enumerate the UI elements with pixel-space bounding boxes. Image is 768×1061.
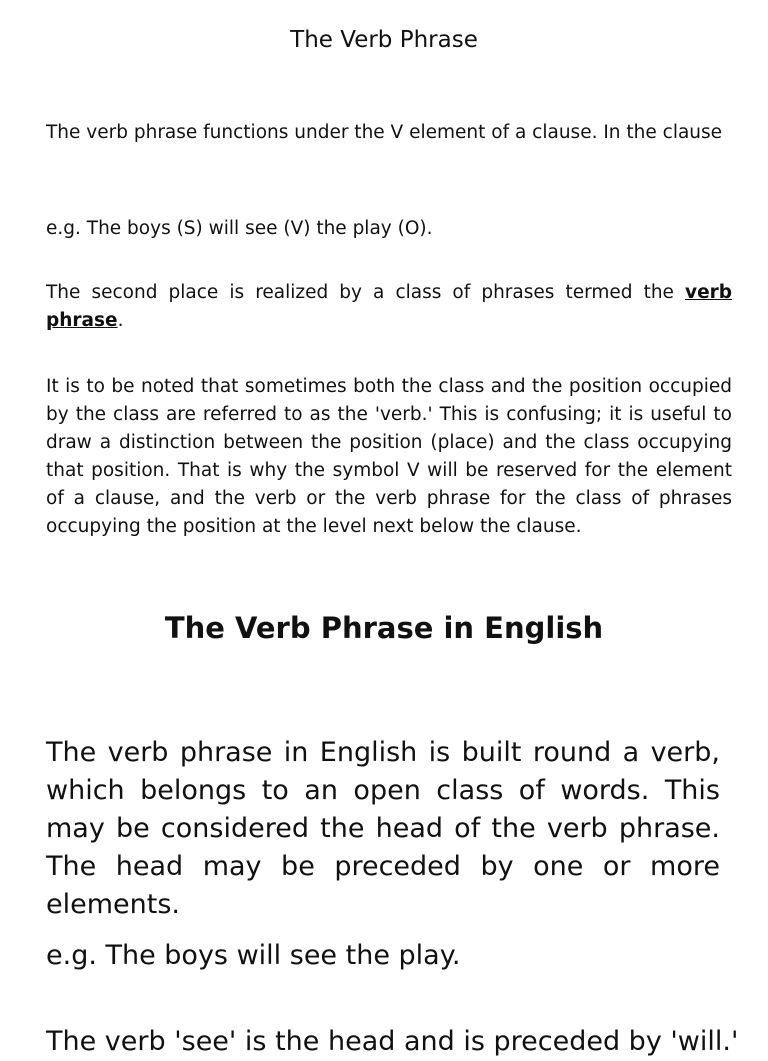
- section-heading: The Verb Phrase in English: [164, 611, 604, 645]
- paragraph-second-place-end: .: [117, 309, 124, 331]
- page-title: The Verb Phrase: [290, 27, 478, 53]
- paragraph-head-explanation: The verb 'see' is the head and is preceded by 'will.': [46, 1026, 739, 1057]
- paragraph-definition: The verb phrase functions under the V element of a clause. In the clause: [46, 121, 723, 143]
- verb-phrase-term: verb phrase: [46, 281, 732, 331]
- paragraph-second-place: [46, 279, 732, 335]
- paragraph-example: e.g. The boys (S) will see (V) the play (O).: [46, 217, 433, 239]
- paragraph-head-description: The verb phrase in English is built round a verb, which belongs to an open class of words. This may be considered the head of the verb phrase. The head may be preceded by one or more elements.: [46, 737, 720, 920]
- paragraph-note: It is to be noted that sometimes both the class and the position occupied by the class are referred to as the 'verb.' This is confusing; it is useful to draw a distinction between the position (place) and the class occupying that position. That is why the symbol V will be reserved for the element of a clause, and the verb or the verb phrase for the class of phrases occupying the position at the level next below the clause.: [46, 375, 732, 537]
- paragraph-example-2: e.g. The boys will see the play.: [46, 940, 461, 971]
- paragraph-second-place-text: The second place is realized by a class of phrases termed the: [46, 281, 686, 303]
